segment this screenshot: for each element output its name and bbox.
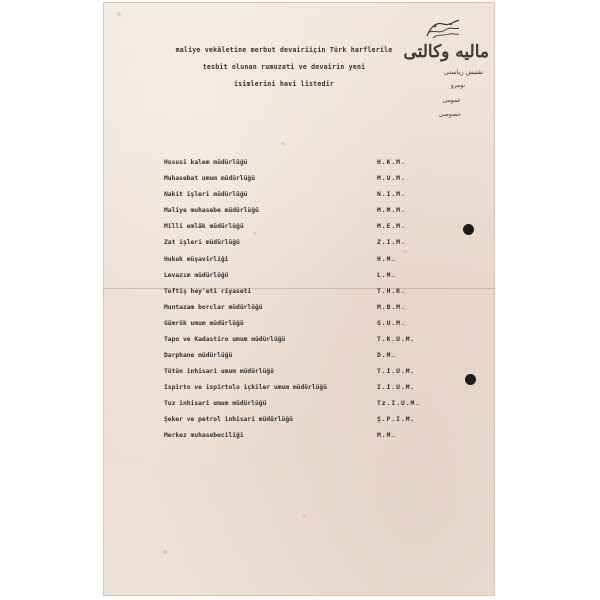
department-abbreviation: T.K.U.M.	[377, 336, 416, 343]
department-abbreviation: M.M.	[377, 432, 397, 439]
department-name: Milli emlâk müdürlüğü	[164, 223, 244, 230]
list-item	[103, 239, 495, 253]
heading-line: maliye vekâletine merbut devairiiçin Türk harflerile	[175, 46, 393, 54]
list-item	[103, 320, 495, 334]
list-item	[103, 352, 495, 366]
list-item	[103, 416, 495, 430]
department-name: Ispirto ve ispirtolu içkiler umum müdürlüğü	[164, 384, 328, 391]
department-name: Merkez muhasebeciliği	[164, 432, 244, 439]
private-label: خصوصی	[438, 111, 461, 118]
department-abbreviation: N.I.M.	[377, 191, 406, 198]
department-name: Gümrük umum müdürlüğü	[164, 320, 244, 327]
department-abbreviation: D.M.	[377, 352, 397, 359]
list-item	[103, 159, 495, 173]
department-name: Levazım müdürlüğü	[164, 272, 229, 279]
list-item	[103, 368, 495, 382]
department-name: Muntazam borclar müdürlüğü	[164, 304, 263, 311]
department-abbreviation: Tz.I.U.M.	[377, 400, 421, 407]
department-abbreviation: G.U.M.	[377, 320, 406, 327]
department-abbreviation: L.M.	[377, 272, 397, 279]
heading-line: tesbit olunan rumuzati ve devairin yeni	[202, 63, 366, 71]
list-item	[103, 175, 495, 189]
ministry-name: مالیه وكالتی	[403, 42, 489, 62]
department-abbreviation: I.I.U.M.	[377, 384, 416, 391]
department-abbreviation: H.K.M.	[377, 159, 406, 166]
department-abbreviation: H.M.	[377, 256, 397, 263]
heading-line: isimlerini havi listedir	[233, 80, 335, 88]
department-abbreviation: M.U.M.	[377, 175, 406, 182]
department-name: Tuz inhisari umum müdürlüğü	[164, 400, 267, 407]
department-abbreviation: M.B.M.	[377, 304, 406, 311]
list-item	[103, 223, 495, 237]
department-abbreviation: Ş.P.I.M.	[377, 416, 416, 423]
list-item	[103, 384, 495, 398]
department-abbreviation: T.I.U.M.	[377, 368, 416, 375]
department-name: Nakit işleri müdürlüğü	[164, 191, 248, 198]
list-item	[103, 256, 495, 270]
document-sheet	[103, 2, 495, 596]
department-name: Şeker ve petrol inhisari müdürlüğü	[164, 416, 293, 423]
department-name: Maliye muhasebe müdürlüğü	[164, 207, 259, 214]
general-label: عمومی	[442, 97, 461, 104]
department-abbreviation: T.H.R.	[377, 288, 406, 295]
list-item	[103, 304, 495, 318]
list-item	[103, 272, 495, 286]
number-label: نومرو	[450, 82, 465, 89]
department-abbreviation: M.M.M.	[377, 207, 406, 214]
department-name: Tütün inhisari umum müdürlüğü	[164, 368, 274, 375]
office-line: تفتیش ریاستی	[443, 68, 483, 76]
list-item	[103, 400, 495, 414]
department-name: Muhasebat umum müdürlüğü	[164, 175, 255, 182]
list-item	[103, 432, 495, 446]
list-item	[103, 191, 495, 205]
list-item	[103, 336, 495, 350]
list-item	[103, 207, 495, 221]
department-name: Tapo ve Kadastiro umum müdürlüğü	[164, 336, 286, 343]
department-name: Hususi kalem müdürlüğü	[164, 159, 248, 166]
department-name: Teftiş hey'eti riyaseti	[164, 288, 252, 295]
department-name: Zat işleri müdürlüğü	[164, 239, 240, 246]
list-item	[103, 288, 495, 302]
department-abbreviation: Z.I.M.	[377, 239, 406, 246]
department-name: Darphane müdürlüğü	[164, 352, 233, 359]
department-abbreviation: M.E.M.	[377, 223, 406, 230]
department-name: Hukuk müşavirliği	[164, 256, 229, 263]
abbreviation-list	[103, 2, 495, 596]
